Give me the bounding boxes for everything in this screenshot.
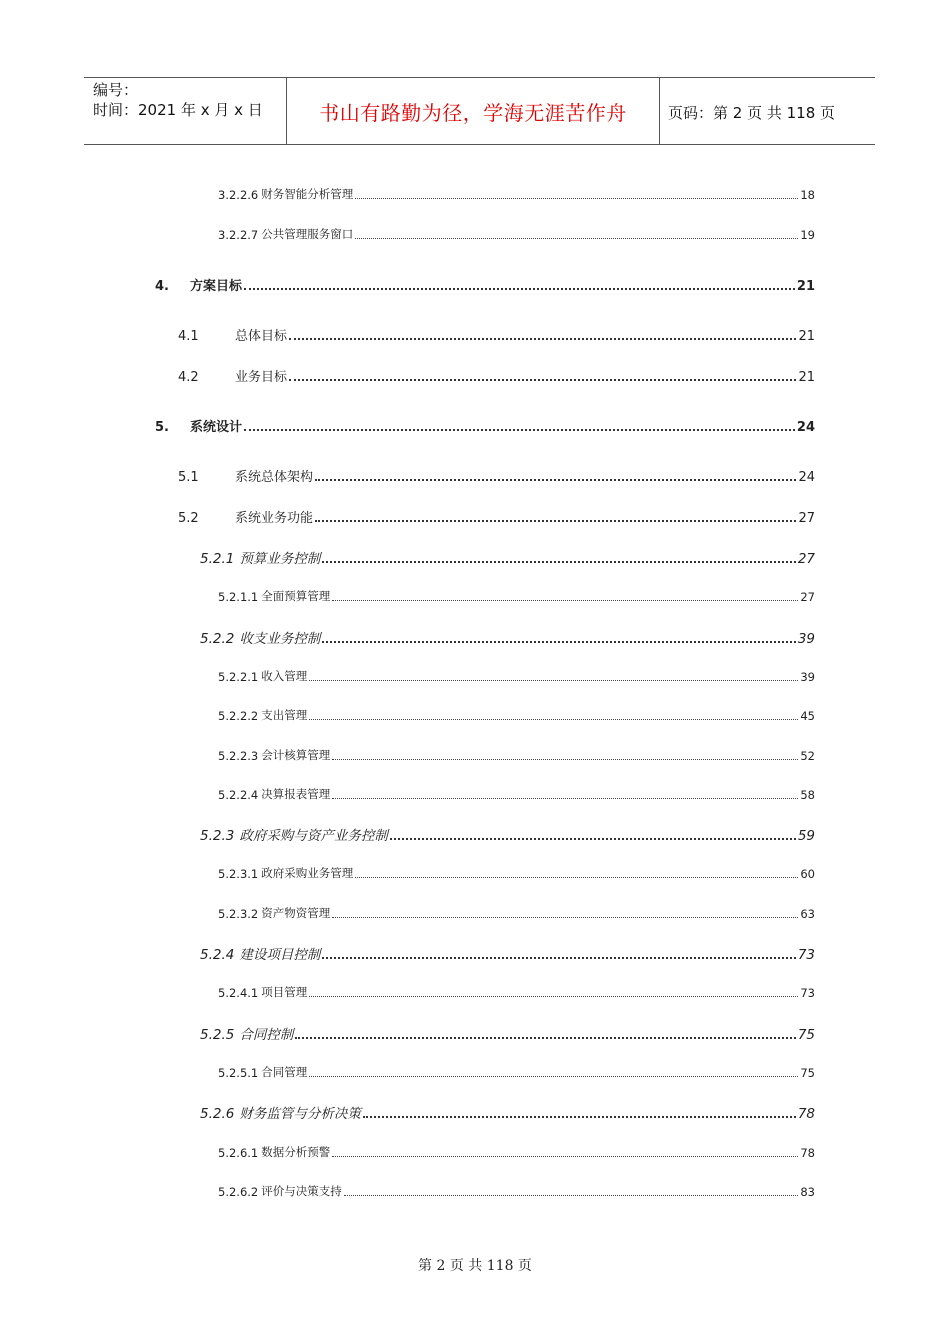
toc-entry-page: 27 (800, 590, 815, 604)
toc-entry-title: 数据分析预警 (261, 1145, 331, 1159)
toc-entry-number: 5.2.6.1 (218, 1146, 259, 1160)
toc-leader-dots (309, 680, 798, 681)
toc-entry-number: 5.2.5 (200, 1027, 235, 1043)
toc-leader-dots (309, 1076, 798, 1077)
toc-leader-dots (289, 379, 796, 381)
toc-leader-dots (322, 641, 795, 643)
toc-entry-page: 21 (796, 279, 815, 294)
toc-leader-dots (322, 561, 795, 563)
toc-entry-page: 75 (797, 1027, 815, 1043)
toc-leader-dots (244, 429, 795, 431)
toc-leader-dots (244, 288, 795, 290)
toc-leader-dots (355, 198, 798, 199)
toc-entry-title: 收支业务控制 (239, 631, 321, 647)
toc-entry-title: 评价与决策支持 (261, 1184, 342, 1198)
toc-entry-title: 支出管理 (261, 708, 308, 722)
toc-entry[interactable] (218, 588, 815, 604)
header-motto: 书山有路勤为径，学海无涯苦作舟 (319, 100, 627, 125)
toc-entry[interactable] (218, 668, 815, 684)
toc-entry[interactable] (218, 1144, 815, 1160)
toc-leader-dots (309, 996, 798, 997)
toc-entry-title: 系统总体架构 (235, 470, 314, 485)
toc-entry-page: 21 (798, 329, 815, 344)
toc-entry-title: 决算报表管理 (261, 787, 331, 801)
toc-entry-title: 业务目标 (235, 370, 288, 385)
toc-entry-title: 会计核算管理 (261, 748, 331, 762)
toc-leader-dots (322, 957, 795, 959)
page-footer: 第 2 页 共 118 页 (418, 1258, 532, 1274)
toc-entry-title: 项目管理 (261, 985, 308, 999)
toc-entry-page: 27 (798, 511, 815, 526)
toc-entry-number: 4.2 (178, 370, 199, 385)
toc-entry-title: 合同控制 (239, 1027, 294, 1043)
toc-entry-number: 5.2.3.2 (218, 907, 259, 921)
toc-entry-page: 27 (797, 551, 815, 567)
toc-leader-dots (355, 877, 798, 878)
toc-entry[interactable] (200, 943, 815, 963)
toc-entry-title: 政府采购业务管理 (261, 866, 354, 880)
toc-entry-number: 5. (155, 420, 169, 435)
toc-entry-page: 52 (800, 749, 815, 763)
toc-entry[interactable] (218, 1064, 815, 1080)
toc-entry-page: 58 (800, 788, 815, 802)
toc-entry-number: 5.2.2.3 (218, 749, 259, 763)
header-left-block (93, 80, 263, 120)
toc-entry-page: 18 (800, 188, 815, 202)
toc-entry-number: 5.2.6.2 (218, 1185, 259, 1199)
toc-entry[interactable] (218, 984, 815, 1000)
toc-entry-number: 5.2.4 (200, 947, 235, 963)
toc-entry[interactable] (218, 747, 815, 763)
toc-leader-dots (315, 479, 796, 481)
toc-entry-title: 方案目标 (190, 279, 243, 294)
toc-entry-page: 78 (797, 1106, 815, 1122)
toc-entry-number: 5.2.1 (200, 551, 235, 567)
toc-entry[interactable] (178, 507, 815, 526)
toc-entry-title: 建设项目控制 (239, 947, 321, 963)
toc-entry-page: 39 (800, 670, 815, 684)
toc-entry-title: 资产物资管理 (261, 906, 331, 920)
toc-entry-number: 5.2.3 (200, 828, 235, 844)
toc-entry-page: 21 (798, 370, 815, 385)
toc-entry[interactable] (218, 186, 815, 202)
toc-entry-page: 19 (800, 228, 815, 242)
toc-entry-title: 收入管理 (261, 669, 308, 683)
toc-leader-dots (332, 917, 798, 918)
toc-leader-dots (332, 1156, 798, 1157)
toc-entry-title: 系统业务功能 (235, 511, 314, 526)
toc-entry[interactable] (178, 366, 815, 385)
toc-entry[interactable] (218, 226, 815, 242)
toc-leader-dots (289, 338, 796, 340)
toc-entry-page: 45 (800, 709, 815, 723)
toc-leader-dots (332, 759, 798, 760)
toc-leader-dots (315, 520, 796, 522)
toc-leader-dots (355, 238, 798, 239)
toc-entry-title: 系统设计 (190, 420, 243, 435)
toc-entry-number: 4. (155, 279, 169, 294)
toc-entry-page: 75 (800, 1066, 815, 1080)
toc-leader-dots (390, 838, 796, 840)
toc-entry-title: 财务监管与分析决策 (239, 1106, 361, 1122)
document-code-label: 编号： (93, 81, 139, 99)
toc-entry-title: 预算业务控制 (239, 551, 321, 567)
toc-entry-page: 73 (800, 986, 815, 1000)
toc-entry-title: 财务智能分析管理 (261, 187, 354, 201)
toc-entry-page: 24 (796, 420, 815, 435)
toc-leader-dots (332, 600, 798, 601)
toc-entry-number: 5.2.2 (200, 631, 235, 647)
toc-entry-number: 5.2.5.1 (218, 1066, 259, 1080)
toc-leader-dots (363, 1116, 796, 1118)
header-page-label: 页码：第 2 页 共 118 页 (668, 104, 836, 122)
toc-entry-page: 24 (798, 470, 815, 485)
toc-entry-number: 5.1 (178, 470, 199, 485)
toc-entry-title: 全面预算管理 (261, 589, 331, 603)
toc-entry[interactable] (200, 547, 815, 567)
toc-entry-number: 3.2.2.6 (218, 188, 259, 202)
toc-entry[interactable] (178, 325, 815, 344)
toc-entry-title: 合同管理 (261, 1065, 308, 1079)
toc-entry[interactable] (178, 466, 815, 485)
toc-entry-page: 73 (797, 947, 815, 963)
toc-entry[interactable] (218, 905, 815, 921)
toc-entry[interactable] (218, 707, 815, 723)
toc-entry-number: 5.2.1.1 (218, 590, 259, 604)
toc-entry-page: 59 (797, 828, 815, 844)
toc-leader-dots (309, 719, 798, 720)
toc-entry-number: 5.2.3.1 (218, 867, 259, 881)
toc-entry-number: 5.2 (178, 511, 199, 526)
toc-entry[interactable] (200, 627, 815, 647)
toc-entry[interactable] (218, 865, 815, 881)
toc-entry[interactable] (218, 786, 815, 802)
toc-leader-dots (344, 1195, 799, 1196)
toc-entry-number: 5.2.2.4 (218, 788, 259, 802)
header-divider-right (659, 78, 660, 144)
toc-leader-dots (332, 798, 798, 799)
toc-entry-number: 3.2.2.7 (218, 228, 259, 242)
toc-entry-title: 政府采购与资产业务控制 (239, 828, 388, 844)
toc-entry-page: 39 (797, 631, 815, 647)
toc-entry[interactable] (200, 824, 815, 844)
toc-entry[interactable] (155, 416, 815, 435)
toc-entry[interactable] (200, 1102, 815, 1122)
toc-entry-title: 总体目标 (235, 329, 288, 344)
toc-entry[interactable] (155, 275, 815, 294)
toc-entry[interactable] (200, 1023, 815, 1043)
toc-entry-number: 5.2.2.2 (218, 709, 259, 723)
toc-entry-page: 60 (800, 867, 815, 881)
toc-entry-page: 63 (800, 907, 815, 921)
toc-entry-page: 78 (800, 1146, 815, 1160)
toc-entry[interactable] (218, 1183, 815, 1199)
toc-entry-number: 5.2.6 (200, 1106, 235, 1122)
toc-entry-number: 5.2.2.1 (218, 670, 259, 684)
toc-leader-dots (295, 1037, 795, 1039)
header-bottom-rule (84, 144, 875, 145)
toc-entry-page: 83 (800, 1185, 815, 1199)
toc-entry-number: 5.2.4.1 (218, 986, 259, 1000)
toc-entry-title: 公共管理服务窗口 (261, 227, 354, 241)
document-time-label: 时间：2021 年 x 月 x 日 (93, 101, 263, 119)
toc-entry-number: 4.1 (178, 329, 199, 344)
